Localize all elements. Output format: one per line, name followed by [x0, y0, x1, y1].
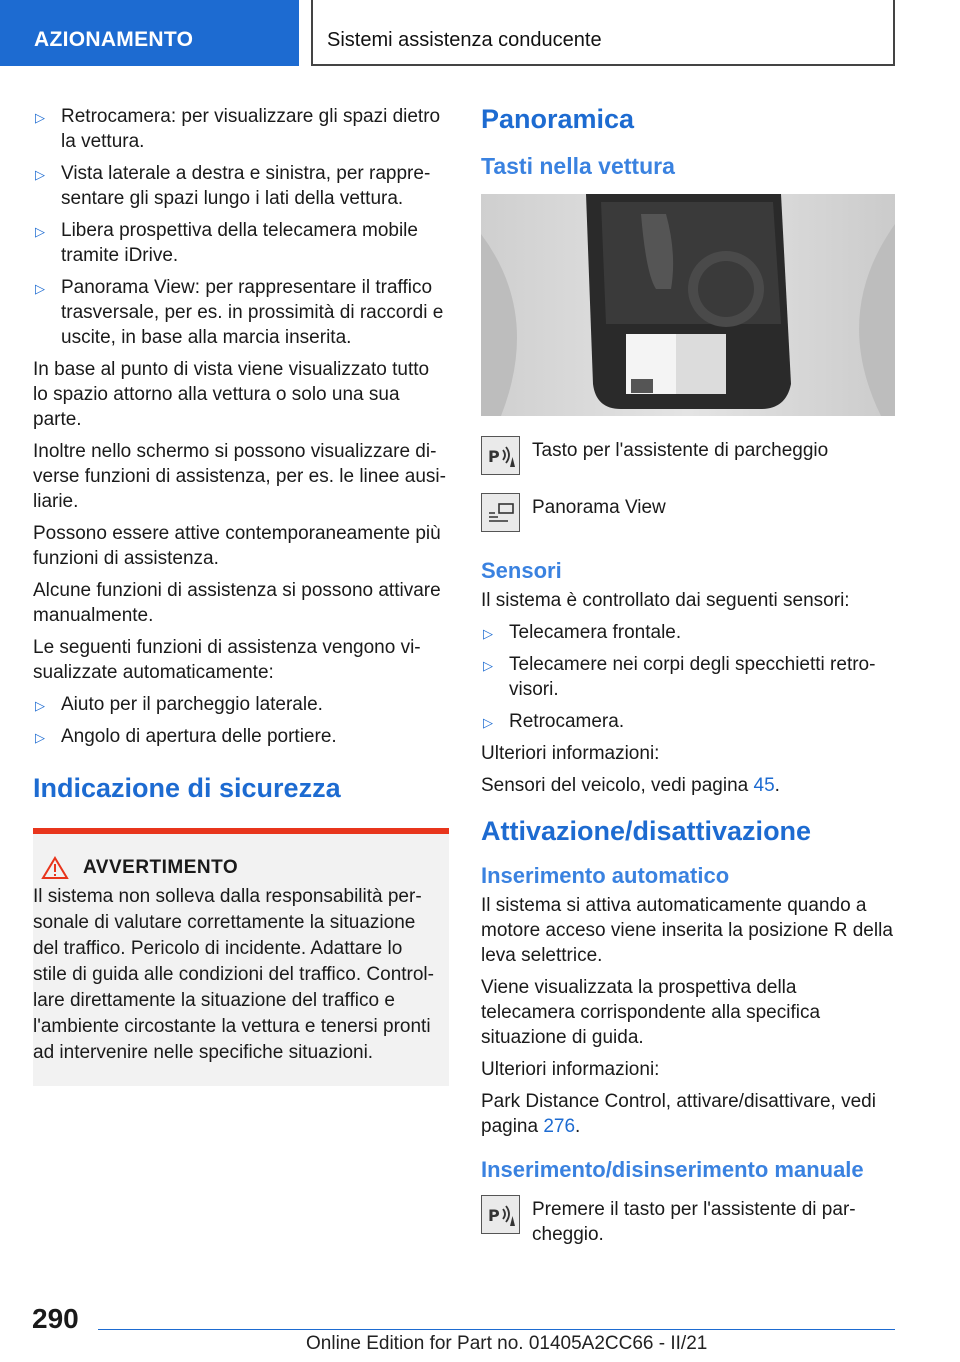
- panorama-view-button-row: [481, 493, 895, 532]
- paragraph: In base al punto di vista viene visualizzato tutto lo spazio attorno alla vettura o solo una sua parte.: [33, 359, 430, 430]
- triangle-bullet-icon: ▷: [35, 281, 45, 296]
- overview-heading: Panoramica: [481, 104, 635, 134]
- manual-activation-heading: Inserimento/disinserimento manuale: [481, 1157, 864, 1182]
- triangle-bullet-icon: ▷: [35, 224, 45, 239]
- auto-activation-heading: Inserimento automatico: [481, 863, 730, 888]
- page-link-45[interactable]: 45: [753, 775, 775, 796]
- panorama-view-label: Panorama View: [532, 497, 666, 518]
- parking-assistant-icon: [481, 436, 520, 475]
- triangle-bullet-icon: ▷: [35, 698, 45, 713]
- warning-text: Il sistema non solleva dalla responsabilità per-sonale di valutare correttamente la situazione del traffico. Pericolo di incidente. Adattare lo stile di guida alle condizioni del traffico. Control-lare direttamente la situazione del traffico e l'ambiente circostante la vettura e tenersi pronti ad intervenire nelle specifiche situazioni.: [33, 886, 434, 1063]
- header-section-title: AZIONAMENTO: [34, 28, 194, 51]
- center-console-photo: [481, 194, 895, 416]
- paragraph: Possono essere attive contemporaneamente più funzioni di assistenza.: [33, 523, 441, 569]
- triangle-bullet-icon: ▷: [35, 110, 45, 125]
- triangle-bullet-icon: ▷: [35, 167, 45, 182]
- paragraph: Il sistema è controllato dai seguenti sensori:: [481, 590, 850, 611]
- list-item: ▷ Aiuto per il parcheggio laterale.: [33, 692, 449, 717]
- list-item: ▷ Retrocamera: per visualizzare gli spazi dietro la vettura.: [35, 106, 441, 152]
- parking-assistant-label: Tasto per l'assistente di parcheggio: [532, 440, 829, 461]
- pdc-reference: Park Distance Control, attivare/disattivare, vedi pagina 276.: [481, 1091, 876, 1137]
- left-column: [33, 104, 449, 1086]
- right-column: [481, 104, 895, 1265]
- list-item: ▷ Retrocamera.: [481, 709, 895, 734]
- paragraph: Il sistema si attiva automaticamente quando a motore acceso viene inserita la posizione R della leva selettrice.: [481, 895, 893, 966]
- list-item: ▷ Telecamere nei corpi degli specchietti retro-visori.: [483, 654, 876, 700]
- sensors-heading: Sensori: [481, 558, 562, 583]
- footer-edition: Online Edition for Part no. 01405A2CC66 - II/21: [306, 1333, 708, 1354]
- safety-heading: Indicazione di sicurezza: [33, 773, 341, 803]
- paragraph: Le seguenti funzioni di assistenza vengono vi-sualizzate automaticamente:: [33, 637, 421, 683]
- manual-button-row: [481, 1195, 895, 1247]
- sensors-reference: Sensori del veicolo, vedi pagina 45.: [481, 775, 780, 796]
- buttons-heading: Tasti nella vettura: [481, 153, 675, 179]
- warning-title: AVVERTIMENTO: [83, 857, 239, 878]
- paragraph: Inoltre nello schermo si possono visualizzare di-verse funzioni di assistenza, per es. le linee ausi-liarie.: [33, 441, 446, 512]
- list-item: ▷ Libera prospettiva della telecamera mobile tramite iDrive.: [35, 220, 418, 266]
- svg-text:P: P: [487, 446, 500, 466]
- list-item: ▷ Vista laterale a destra e sinistra, per rappre-sentare gli spazi lungo i lati della vettura.: [35, 163, 431, 209]
- sensors-list: [481, 620, 895, 734]
- warning-box: [33, 828, 449, 1086]
- header-chapter-box: [311, 0, 895, 66]
- panorama-view-icon: [481, 493, 520, 532]
- list-item: ▷ Panorama View: per rappresentare il traffico trasversale, per es. in prossimità di raccordi e uscite, in base alla marcia inserita.: [35, 277, 444, 348]
- parking-assistant-icon: [481, 1195, 520, 1234]
- warning-triangle-icon: [41, 856, 69, 880]
- svg-text:P: P: [487, 1205, 500, 1225]
- activation-heading: Attivazione/disattivazione: [481, 816, 812, 846]
- auto-functions-list: [33, 692, 449, 749]
- triangle-bullet-icon: ▷: [483, 658, 493, 673]
- triangle-bullet-icon: ▷: [483, 715, 493, 730]
- paragraph: Viene visualizzata la prospettiva della telecamera corrispondente alla specifica situazione di guida.: [481, 977, 821, 1048]
- manual-activation-text: Premere il tasto per l'assistente di par-cheggio.: [532, 1199, 856, 1245]
- page-link-276[interactable]: 276: [543, 1116, 576, 1137]
- parking-assistant-button-row: [481, 436, 895, 475]
- list-item: ▷ Telecamera frontale.: [481, 620, 895, 645]
- view-options-list: [33, 104, 449, 350]
- paragraph: Ulteriori informazioni:: [481, 743, 660, 764]
- paragraph: Ulteriori informazioni:: [481, 1059, 660, 1080]
- footer-divider: [98, 1329, 895, 1330]
- triangle-bullet-icon: ▷: [483, 626, 493, 641]
- console-illustration: [481, 194, 895, 416]
- page-number: 290: [32, 1303, 79, 1334]
- triangle-bullet-icon: ▷: [35, 730, 45, 745]
- list-item: ▷ Angolo di apertura delle portiere.: [33, 724, 449, 749]
- paragraph: Alcune funzioni di assistenza si possono attivare manualmente.: [33, 580, 441, 626]
- header-section-tab: [0, 0, 299, 66]
- header-chapter-title: Sistemi assistenza conducente: [327, 29, 602, 51]
